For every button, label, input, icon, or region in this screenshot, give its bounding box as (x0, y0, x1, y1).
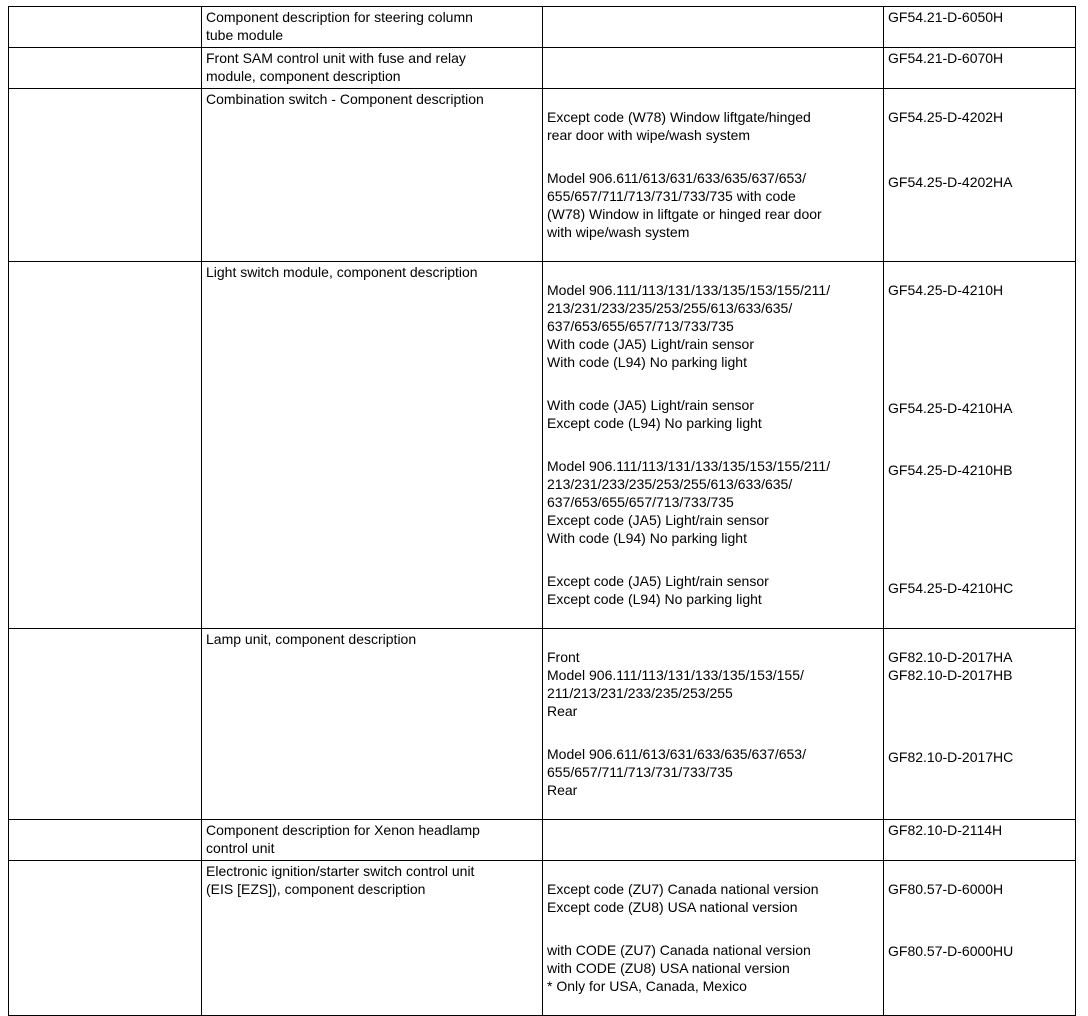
component-description: Lamp unit, component description (202, 629, 543, 820)
condition-text: with CODE (ZU7) Canada national version with CODE (ZU8) USA national version * Only for USA, Canada, Mexico (547, 942, 811, 994)
condition-text: Model 906.611/613/631/633/635/637/653/ 655/657/711/713/731/733/735 Rear (547, 746, 806, 798)
condition-text: Except code (ZU7) Canada national version Except code (ZU8) USA national version (547, 881, 819, 915)
codes-cell (884, 89, 1076, 262)
blank-cell (9, 262, 202, 629)
condition-text: Except code (W78) Window liftgate/hinged rear door with wipe/wash system (547, 109, 811, 143)
document-code: GF54.21-D-6050H (884, 7, 1076, 48)
condition-text (543, 48, 884, 89)
blank-cell (9, 629, 202, 820)
condition-text: Model 906.611/613/631/633/635/637/653/ 655/657/711/713/731/733/735 with code (W78) Window in liftgate or hinged rear door with wipe/wash system (547, 170, 822, 240)
component-table (8, 6, 1076, 1016)
blank-cell (9, 48, 202, 89)
codes-cell (884, 629, 1076, 820)
blank-cell (9, 7, 202, 48)
condition-text (543, 7, 884, 48)
component-description: Component description for Xenon headlamp control unit (202, 820, 543, 861)
table-row (9, 89, 1076, 262)
component-description: Electronic ignition/starter switch control unit (EIS [EZS]), component description (202, 861, 543, 1016)
document-code: GF82.10-D-2017HC (888, 749, 1014, 765)
codes-cell (884, 861, 1076, 1016)
document-code: GF54.25-D-4210HA (888, 400, 1013, 416)
condition-text: Model 906.111/113/131/133/135/153/155/211/ 213/231/233/235/253/255/613/633/635/ 637/653/655/657/713/733/735 With code (JA5) Light/rain sensor With code (L94) No parking light (547, 282, 831, 370)
table-row (9, 861, 1076, 1016)
codes-cell (884, 262, 1076, 629)
condition-text (543, 820, 884, 861)
blank-cell (9, 89, 202, 262)
component-description: Light switch module, component description (202, 262, 543, 629)
document-code: GF54.25-D-4202HA (888, 174, 1013, 190)
document-code: GF54.25-D-4202H (888, 109, 1004, 125)
component-description: Component description for steering column tube module (202, 7, 543, 48)
conditions-cell (543, 629, 884, 820)
conditions-cell (543, 89, 884, 262)
table-row (9, 48, 1076, 89)
document-code: GF54.25-D-4210H (888, 282, 1004, 298)
component-description: Combination switch - Component description (202, 89, 543, 262)
blank-cell (9, 861, 202, 1016)
document-code: GF80.57-D-6000HU (888, 943, 1014, 959)
table-row (9, 820, 1076, 861)
document-code: GF54.25-D-4210HC (888, 580, 1014, 596)
condition-text: Front Model 906.111/113/131/133/135/153/155/ 211/213/231/233/235/253/255 Rear (547, 649, 804, 719)
document-code: GF82.10-D-2017HA GF82.10-D-2017HB (888, 649, 1013, 683)
table-row (9, 262, 1076, 629)
document-code: GF80.57-D-6000H (888, 881, 1004, 897)
blank-cell (9, 820, 202, 861)
table-row (9, 629, 1076, 820)
conditions-cell (543, 861, 884, 1016)
document-code: GF54.21-D-6070H (884, 48, 1076, 89)
document-code: GF54.25-D-4210HB (888, 462, 1013, 478)
condition-text: With code (JA5) Light/rain sensor Except code (L94) No parking light (547, 397, 762, 431)
conditions-cell (543, 262, 884, 629)
component-table-body (9, 7, 1076, 1016)
table-row (9, 7, 1076, 48)
document-code: GF82.10-D-2114H (884, 820, 1076, 861)
component-description: Front SAM control unit with fuse and relay module, component description (202, 48, 543, 89)
condition-text: Except code (JA5) Light/rain sensor Except code (L94) No parking light (547, 573, 769, 607)
condition-text: Model 906.111/113/131/133/135/153/155/211/ 213/231/233/235/253/255/613/633/635/ 637/653/655/657/713/733/735 Except code (JA5) Light/rain sensor With code (L94) No parking light (547, 458, 831, 546)
